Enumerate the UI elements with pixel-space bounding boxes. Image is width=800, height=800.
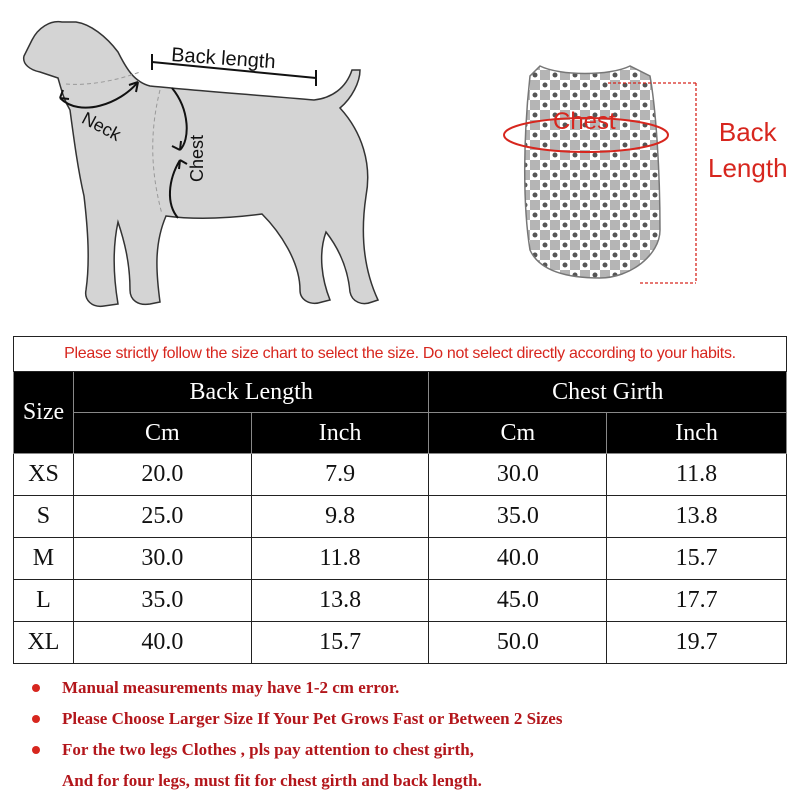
shirt-chest-label: Chest	[553, 108, 616, 135]
back-length-line1: Back	[718, 117, 777, 147]
unit-header-back-cm: Cm	[73, 413, 251, 454]
chest-cm-cell: 45.0	[429, 580, 607, 622]
shirt-shape	[525, 66, 660, 278]
note-text: Manual measurements may have 1-2 cm error.	[62, 678, 400, 697]
chest-inch-cell: 17.7	[607, 580, 787, 622]
chest-girth-header: Chest Girth	[429, 372, 787, 413]
chest-inch-cell: 15.7	[607, 538, 787, 580]
chest-cm-cell: 50.0	[429, 622, 607, 664]
size-cell: XL	[14, 622, 74, 664]
chest-inch-cell: 11.8	[607, 454, 787, 496]
table-row	[14, 622, 787, 664]
chest-cm-cell: 30.0	[429, 454, 607, 496]
notice-row	[14, 337, 787, 372]
unit-header-chest-cm: Cm	[429, 413, 607, 454]
size-cell: M	[14, 538, 74, 580]
size-cell: XS	[14, 454, 74, 496]
note-continuation: And for four legs, must fit for chest girth and back length.	[62, 771, 482, 790]
back-cm-cell: 25.0	[73, 496, 251, 538]
list-item	[30, 707, 790, 738]
shirt-diagram	[500, 50, 700, 290]
list-item	[30, 676, 790, 707]
table-row	[14, 580, 787, 622]
chest-cm-cell: 35.0	[429, 496, 607, 538]
size-cell: L	[14, 580, 74, 622]
dog-chest-label: Chest	[187, 134, 207, 182]
bullet-dot-icon	[32, 684, 40, 692]
chest-inch-cell: 13.8	[607, 496, 787, 538]
unit-header-back-inch: Inch	[251, 413, 429, 454]
back-inch-cell: 15.7	[251, 622, 429, 664]
back-inch-cell: 11.8	[251, 538, 429, 580]
back-inch-cell: 13.8	[251, 580, 429, 622]
size-chart-table	[13, 336, 787, 664]
table-row	[14, 538, 787, 580]
back-cm-cell: 20.0	[73, 454, 251, 496]
unit-header-chest-inch: Inch	[607, 413, 787, 454]
back-cm-cell: 35.0	[73, 580, 251, 622]
back-cm-cell: 40.0	[73, 622, 251, 664]
chest-cm-cell: 40.0	[429, 538, 607, 580]
back-inch-cell: 9.8	[251, 496, 429, 538]
header-row-units	[14, 413, 787, 454]
table-row	[14, 454, 787, 496]
back-length-line2: Length	[708, 153, 788, 183]
back-cm-cell: 30.0	[73, 538, 251, 580]
size-header: Size	[14, 372, 74, 454]
bullet-dot-icon	[32, 715, 40, 723]
back-length-header: Back Length	[73, 372, 429, 413]
size-notice: Please strictly follow the size chart to select the size. Do not select directly according to your habits.	[14, 337, 787, 372]
shirt-back-length-label	[708, 114, 788, 186]
back-inch-cell: 7.9	[251, 454, 429, 496]
size-cell: S	[14, 496, 74, 538]
note-text: For the two legs Clothes , pls pay attention to chest girth,	[62, 740, 474, 759]
dog-neck-label: Neck	[78, 108, 125, 145]
table-row	[14, 496, 787, 538]
chest-inch-cell: 19.7	[607, 622, 787, 664]
note-text: Please Choose Larger Size If Your Pet Grows Fast or Between 2 Sizes	[62, 709, 563, 728]
header-row-groups	[14, 372, 787, 413]
bullet-dot-icon	[32, 746, 40, 754]
list-item	[30, 738, 790, 769]
dog-back-length-label: Back length	[170, 44, 277, 74]
notes-list	[30, 676, 790, 793]
measurement-illustrations	[0, 0, 800, 330]
